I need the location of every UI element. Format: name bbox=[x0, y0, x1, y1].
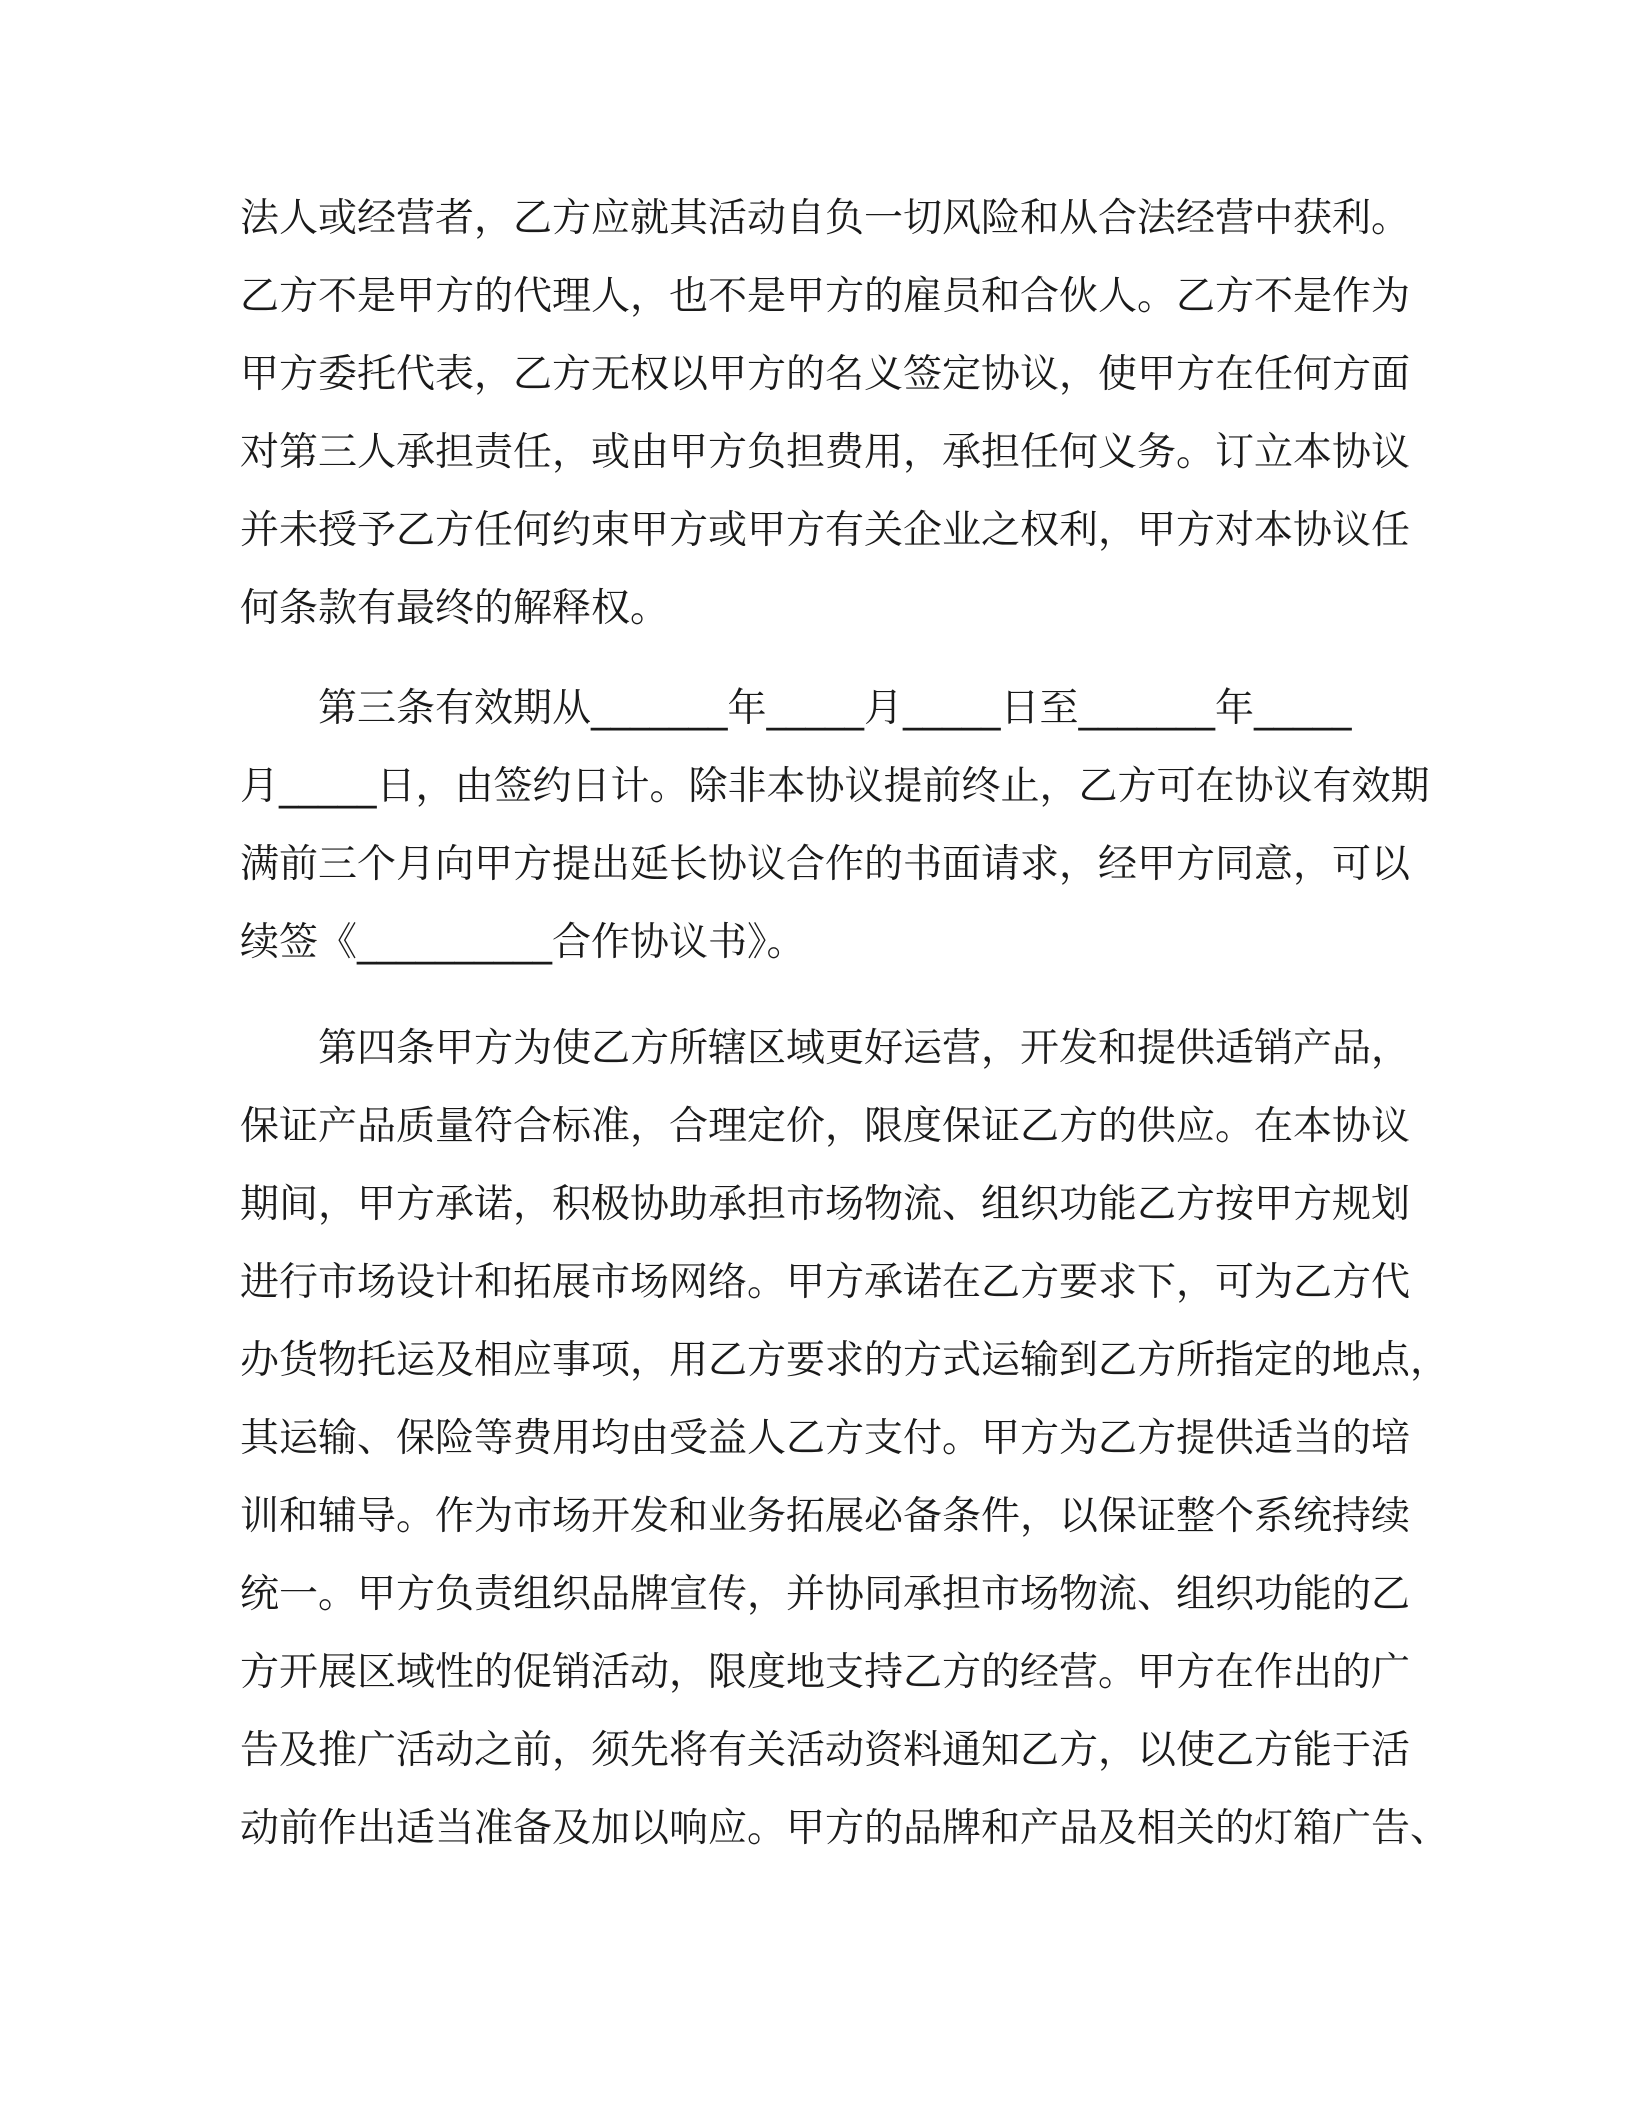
paragraph-article-2-continued bbox=[240, 180, 1411, 648]
text-line: 告及推广活动之前，须先将有关活动资料通知乙方，以使乙方能于活 bbox=[240, 1728, 1411, 1773]
text-line: 月_____日，由签约日计。除非本协议提前终止，乙方可在协议有效期 bbox=[240, 764, 1430, 809]
text-line: 统一。甲方负责组织品牌宣传，并协同承担市场物流、组织功能的乙 bbox=[240, 1572, 1411, 1617]
text-line: 保证产品质量符合标准，合理定价，限度保证乙方的供应。在本协议 bbox=[240, 1104, 1411, 1149]
text-line: 乙方不是甲方的代理人，也不是甲方的雇员和合伙人。乙方不是作为 bbox=[240, 274, 1411, 319]
text-line: 第四条甲方为使乙方所辖区域更好运营，开发和提供适销产品， bbox=[240, 1026, 1411, 1071]
text-line: 第三条有效期从_______年_____月_____日至_______年_____ bbox=[240, 686, 1352, 731]
text-line: 续签《__________合作协议书》。 bbox=[240, 920, 806, 965]
paragraph-article-3 bbox=[240, 670, 1430, 982]
text-line: 其运输、保险等费用均由受益人乙方支付。甲方为乙方提供适当的培 bbox=[240, 1416, 1411, 1461]
text-line: 动前作出适当准备及加以响应。甲方的品牌和产品及相关的灯箱广告、 bbox=[240, 1806, 1450, 1851]
text-line: 并未授予乙方任何约束甲方或甲方有关企业之权利，甲方对本协议任 bbox=[240, 508, 1411, 553]
text-line: 满前三个月向甲方提出延长协议合作的书面请求，经甲方同意，可以 bbox=[240, 842, 1411, 887]
text-line: 法人或经营者，乙方应就其活动自负一切风险和从合法经营中获利。 bbox=[240, 196, 1411, 241]
text-line: 训和辅导。作为市场开发和业务拓展必备条件，以保证整个系统持续 bbox=[240, 1494, 1411, 1539]
text-line: 期间，甲方承诺，积极协助承担市场物流、组织功能乙方按甲方规划 bbox=[240, 1182, 1411, 1227]
paragraph-article-4 bbox=[240, 1010, 1450, 1868]
text-line: 办货物托运及相应事项，用乙方要求的方式运输到乙方所指定的地点， bbox=[240, 1338, 1450, 1383]
text-line: 对第三人承担责任，或由甲方负担费用，承担任何义务。订立本协议 bbox=[240, 430, 1411, 475]
text-line: 何条款有最终的解释权。 bbox=[240, 586, 670, 631]
text-line: 方开展区域性的促销活动，限度地支持乙方的经营。甲方在作出的广 bbox=[240, 1650, 1411, 1695]
text-line: 甲方委托代表，乙方无权以甲方的名义签定协议，使甲方在任何方面 bbox=[240, 352, 1411, 397]
text-line: 进行市场设计和拓展市场网络。甲方承诺在乙方要求下，可为乙方代 bbox=[240, 1260, 1411, 1305]
